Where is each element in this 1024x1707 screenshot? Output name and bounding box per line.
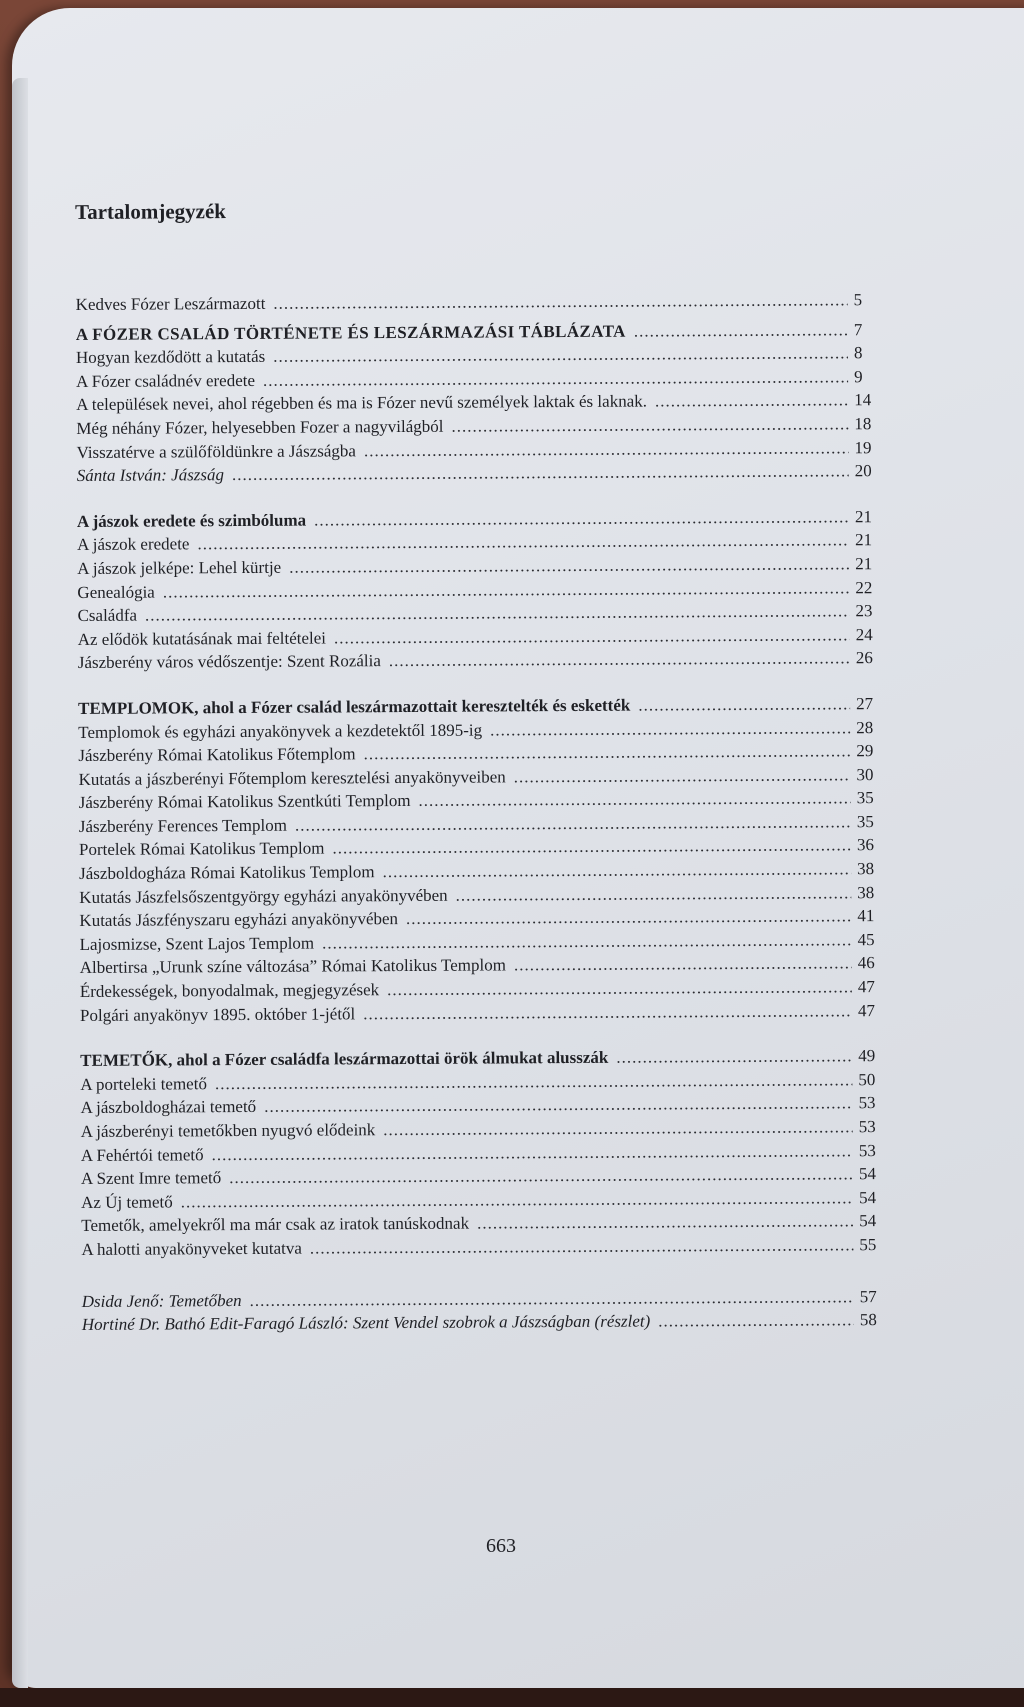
toc-entry-page: 45	[857, 929, 875, 950]
toc-entry-label: A porteleki temető	[80, 1074, 207, 1094]
toc-entry-label: Dsida Jenő: Temetőben	[81, 1290, 242, 1311]
leader-dots	[322, 928, 852, 955]
toc-entry-page: 21	[854, 506, 873, 526]
toc-entry-page: 23	[855, 601, 873, 621]
leader-dots	[658, 1308, 854, 1333]
toc-entry-label: Sánta István: Jászság	[76, 465, 225, 486]
toc-entry-page: 47	[857, 977, 875, 997]
toc-entry-page: 22	[855, 577, 873, 597]
toc-entry-page: 58	[859, 1310, 877, 1330]
toc-sections	[76, 312, 892, 1262]
toc-entry-label: Családfa	[77, 605, 138, 626]
toc-entry-label: TEMPLOMOK, ahol a Fózer család leszármazottait keresztelték és eskették	[78, 695, 631, 718]
toc-entry-label: Az elődök kutatásának mai feltételei	[77, 628, 327, 649]
toc-entry-page: 27	[856, 694, 874, 714]
toc-entry-label: Portelek Római Katolikus Templom	[78, 838, 325, 860]
toc-entry-page: 35	[856, 788, 874, 808]
toc-entry-label: A települések nevei, ahol régebben és ma is Fózer nevű személyek laktak és laknak.	[76, 391, 648, 415]
page-edge	[12, 78, 28, 1688]
leader-dots	[232, 459, 849, 486]
toc-entry-page: 26	[855, 648, 873, 668]
toc-entry-page: 36	[856, 835, 875, 855]
leader-dots	[456, 881, 852, 907]
toc-entry-label: Kutatás Jászfényszaru egyházi anyakönyvében	[79, 909, 399, 931]
toc-entry-page: 20	[854, 461, 872, 481]
toc-entry	[81, 1233, 891, 1262]
toc-entry-page: 21	[855, 554, 873, 574]
leader-dots	[363, 739, 850, 766]
toc-entry-page: 30	[856, 764, 874, 784]
toc-entry	[77, 459, 887, 488]
leader-dots	[289, 552, 849, 579]
toc-entry-page: 47	[857, 1000, 876, 1020]
leader-dots	[514, 952, 852, 978]
toc-entry-label: Érdekességek, bonyodalmak, megjegyzések	[79, 980, 380, 1002]
toc-entry-page: 18	[854, 414, 872, 434]
leader-dots	[264, 1092, 853, 1119]
toc-entry-label: Az Új temető	[81, 1192, 173, 1212]
leader-dots	[638, 692, 850, 717]
toc-entry-page: 14	[854, 390, 872, 410]
leader-dots	[451, 412, 848, 438]
leader-dots	[314, 505, 849, 532]
toc-entry-label: A jászok eredete	[77, 534, 190, 555]
toc-entry-page: 53	[858, 1140, 876, 1160]
toc-entry-page: 53	[858, 1117, 876, 1137]
toc-entry-label: A halotti anyakönyveket kutatva	[81, 1238, 302, 1259]
toc-entry-page: 8	[853, 343, 863, 363]
leader-dots	[383, 1115, 853, 1141]
toc-entry-page: 54	[859, 1211, 877, 1231]
toc-entry-page: 50	[858, 1069, 876, 1090]
toc-entry-label: Kutatás a jászberényi Főtemplom keresztelési anyakönyveiben	[78, 767, 506, 789]
bottom-shadow	[0, 1688, 1024, 1707]
toc-entry-page: 53	[858, 1093, 876, 1113]
leader-dots	[514, 763, 851, 789]
toc-entry-page: 19	[854, 437, 872, 457]
toc-entry-label: Lajosmizse, Szent Lajos Templom	[79, 933, 315, 954]
toc-entry-label: Hogyan kezdődött a kutatás	[75, 347, 266, 368]
toc-entry-page: 57	[859, 1286, 877, 1306]
leader-dots	[616, 1044, 852, 1069]
leader-dots	[490, 716, 850, 742]
toc-entry-label: Visszatérve a szülőföldünkre a Jászságba	[76, 440, 356, 462]
toc-entry-label: TEMETŐK, ahol a Fózer családfa leszármazottai örök álmukat alusszák	[80, 1047, 609, 1071]
toc-entry-page: 41	[857, 906, 875, 926]
leader-dots	[263, 365, 848, 392]
toc-entry-label: Jászboldogháza Római Katolikus Templom	[79, 862, 375, 884]
toc-entry-page: 7	[853, 319, 863, 339]
toc-entry	[80, 999, 890, 1028]
toc-entry-page: 49	[858, 1046, 876, 1066]
toc-entry-label: Jászberény Római Katolikus Főtemplom	[78, 744, 356, 766]
toc-entry-intro	[76, 288, 886, 317]
leader-dots	[273, 341, 848, 368]
toc-entry-label: Albertirsa „Urunk színe változása” Római Katolikus Templom	[79, 955, 506, 978]
toc-entry-label: A jászok eredete és szimbóluma	[76, 510, 307, 531]
toc-entry-label: Polgári anyakönyv 1895. október 1-jétől	[79, 1003, 356, 1025]
toc-entry-label: A FÓZER CSALÁD TÖRTÉNETE ÉS LESZÁRMAZÁSI TÁBLÁZATA	[75, 321, 626, 344]
toc-entry-label: A jászok jelképe: Lehel kürtje	[77, 557, 282, 578]
toc-entry-label: Templomok és egyházi anyakönyvek a kezdetektől 1895-ig	[78, 720, 483, 742]
toc-entry-label: Kutatás Jászfelsőszentgyörgy egyházi anyakönyvében	[79, 885, 448, 907]
toc-entry-label: Jászberény Római Katolikus Szentkúti Templom	[78, 791, 411, 813]
toc-entry-label: Genealógia	[77, 582, 155, 602]
toc-entry-page: 55	[859, 1235, 877, 1255]
leader-dots	[634, 318, 848, 343]
toc-entry-label: Kedves Fózer Leszármazott	[75, 293, 266, 314]
toc-entry-page: 38	[857, 882, 875, 902]
leader-dots	[655, 389, 848, 414]
leader-dots	[418, 787, 850, 813]
leader-dots	[273, 288, 847, 315]
leader-dots	[364, 436, 849, 463]
toc-entry-label: Temetők, amelyekről ma már csak az iratok tanúskodnak	[81, 1213, 470, 1236]
toc-entry-page: 9	[854, 366, 863, 387]
table-of-contents	[75, 195, 892, 1337]
toc-entry-page: 28	[856, 717, 874, 737]
toc-entry-label: Jászberény Ferences Templom	[78, 815, 287, 836]
leader-dots	[295, 810, 851, 837]
toc-closing	[82, 1285, 892, 1337]
toc-entry-page: 24	[855, 624, 873, 644]
leader-dots	[389, 647, 850, 673]
toc-entry-page: 54	[859, 1187, 877, 1208]
toc-entry-label: A jászboldogházai temető	[80, 1097, 257, 1118]
leader-dots	[310, 1233, 854, 1260]
toc-entry-page: 38	[857, 859, 875, 879]
toc-entry-page: 29	[856, 741, 874, 761]
toc-entry-label: A Fehértói temető	[80, 1144, 204, 1165]
toc-entry-page: 35	[856, 812, 874, 832]
leader-dots	[383, 857, 852, 883]
toc-entry-label: A jászberényi temetőkben nyugvó elődeink	[80, 1120, 376, 1141]
toc-entry-label: Még néhány Fózer, helyesebben Fozer a nagyvilágból	[76, 416, 444, 438]
toc-entry	[78, 646, 888, 675]
leader-dots	[363, 999, 852, 1026]
page-number: 663	[486, 1535, 516, 1557]
toc-entry-page: 21	[855, 530, 873, 550]
leader-dots	[334, 623, 850, 650]
toc-entry-page: 5	[853, 290, 863, 310]
leader-dots	[477, 1210, 853, 1236]
toc-entry-label: A Szent Imre temető	[80, 1168, 222, 1189]
toc-entry-label: Jászberény város védőszentje: Szent Rozália	[77, 651, 381, 673]
toc-entry-label: A Fózer családnév eredete	[76, 370, 256, 391]
leader-dots	[332, 834, 851, 861]
leader-dots	[406, 905, 852, 931]
leader-dots	[387, 975, 852, 1001]
toc-entry	[82, 1308, 892, 1337]
toc-entry-page: 54	[858, 1164, 877, 1184]
toc-entry-page: 46	[857, 953, 875, 973]
toc-title: Tartalomjegyzék	[75, 199, 227, 224]
toc-entry-label: Hortiné Dr. Bathó Edit-Faragó László: Szent Vendel szobrok a Jászságban (részlet)	[81, 1311, 651, 1335]
